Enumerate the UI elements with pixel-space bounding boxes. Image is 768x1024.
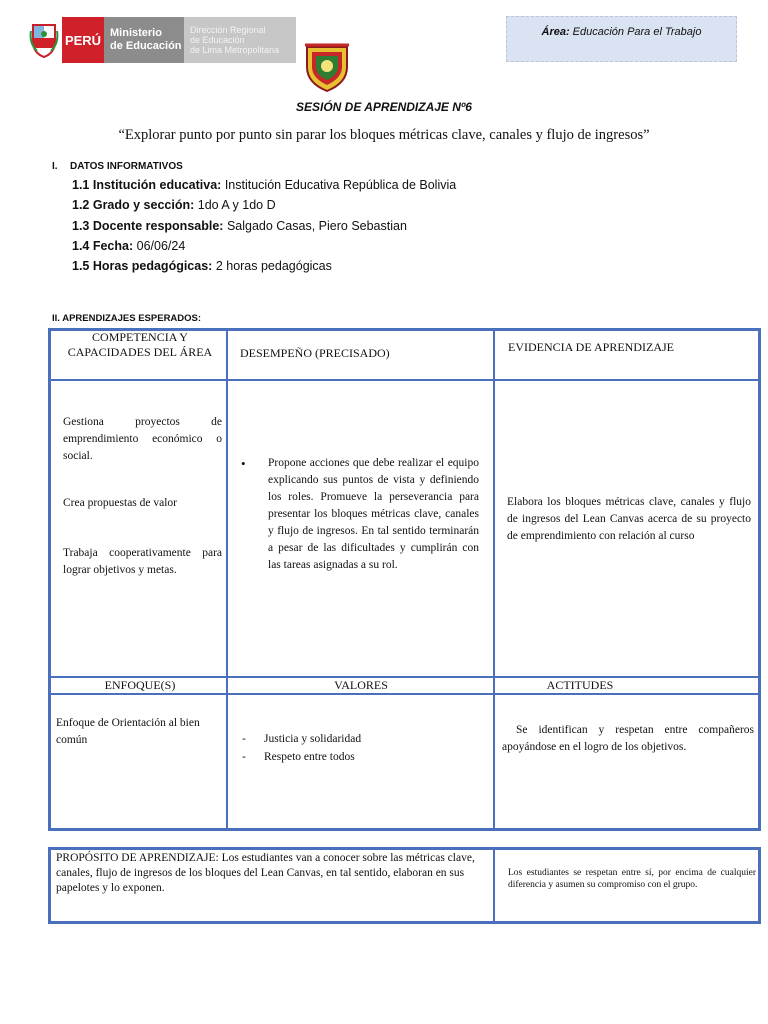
header-evidencia: EVIDENCIA DE APRENDIZAJE [508, 340, 674, 354]
school-crest-icon [301, 43, 353, 93]
table-divider [48, 379, 761, 381]
valor-item: - Respeto entre todos [242, 751, 355, 763]
proposito-text: PROPÓSITO DE APRENDIZAJE: Los estudiantes van a conocer sobre las métricas clave, canales, flujo de ingresos de los bloques del Lean Canvas, en tal sentido, elaboran en sus papelotes y lo exponen. [56, 852, 475, 894]
table-divider [48, 693, 761, 695]
area-label: Área: [541, 26, 570, 38]
info-horas: 1.5 Horas pedagógicas: 2 horas pedagógicas [72, 259, 332, 273]
table-divider [226, 328, 228, 831]
bullet-icon: • [241, 456, 246, 471]
info-docente: 1.3 Docente responsable: Salgado Casas, Piero Sebastian [72, 219, 407, 233]
header-enfoque: ENFOQUE(S) [104, 678, 176, 692]
evidencia-text: Elabora los bloques métricas clave, canales y flujo de ingresos del Lean Canvas acerca de su proyecto de emprendimiento con relación al curso [507, 496, 751, 542]
actitudes-text: Se identifican y respetan entre compañeros apoyándose en el logro de los objetivos. [502, 724, 754, 753]
header-actitudes: ACTITUDES [546, 678, 614, 692]
area-value: Educación Para el Trabajo [572, 26, 702, 38]
header-valores: VALORES [334, 678, 388, 692]
desempeno-list [241, 455, 479, 574]
header-desempeno: DESEMPEÑO (PRECISADO) [240, 346, 390, 360]
peru-label: PERÚ [62, 17, 104, 63]
area-box [506, 16, 737, 62]
competencia-crea: Crea propuestas de valor [63, 497, 178, 509]
header-competencia: COMPETENCIA Y CAPACIDADES DEL ÁREA [67, 330, 213, 359]
valor-item: - Justicia y solidaridad [242, 733, 362, 745]
convivencia-text: Los estudiantes se respetan entre sí, por encima de cualquier diferencia y asumen su compromiso con el grupo. [508, 868, 756, 890]
session-subtitle: “Explorar punto por punto sin parar los bloques métricas clave, canales y flujo de ingresos” [118, 127, 650, 143]
info-grado-seccion: 1.2 Grado y sección: 1do A y 1do D [72, 198, 276, 212]
desempeno-text: Propone acciones que debe realizar el equipo explicando sus puntos de vista y definiendo los roles. Promueve la perseverancia para presentar los bloques métricas clave, canales y flujo de ingresos. En tal sentido terminarán a pesar de las dificultades y cumplirán con las tareas asignadas a su rol. [268, 457, 479, 571]
ministry-logo-bar [26, 17, 296, 63]
info-fecha: 1.4 Fecha: 06/06/24 [72, 239, 186, 253]
competencia-trabaja: Trabaja cooperativamente para lograr objetivos y metas. [63, 547, 222, 576]
section-aprendizajes-title: II. APRENDIZAJES ESPERADOS: [52, 313, 202, 324]
competencia-gestiona: Gestiona proyectos de emprendimiento económico o social. [63, 416, 222, 462]
enfoque-text: Enfoque de Orientación al bien común [56, 717, 200, 746]
ministerio-label: Ministerio de Educación [104, 17, 184, 63]
table-divider [493, 328, 495, 831]
direccion-regional-label: Dirección Regional de Educación de Lima Metropolitana [184, 17, 296, 63]
section-datos-informativos-title: I. DATOS INFORMATIVOS [52, 161, 183, 172]
session-title: SESIÓN DE APRENDIZAJE Nº6 [296, 100, 472, 114]
peru-coat-of-arms-icon [26, 17, 62, 63]
info-institucion: 1.1 Institución educativa: Institución Educativa República de Bolivia [72, 178, 457, 192]
table-divider [493, 847, 495, 924]
